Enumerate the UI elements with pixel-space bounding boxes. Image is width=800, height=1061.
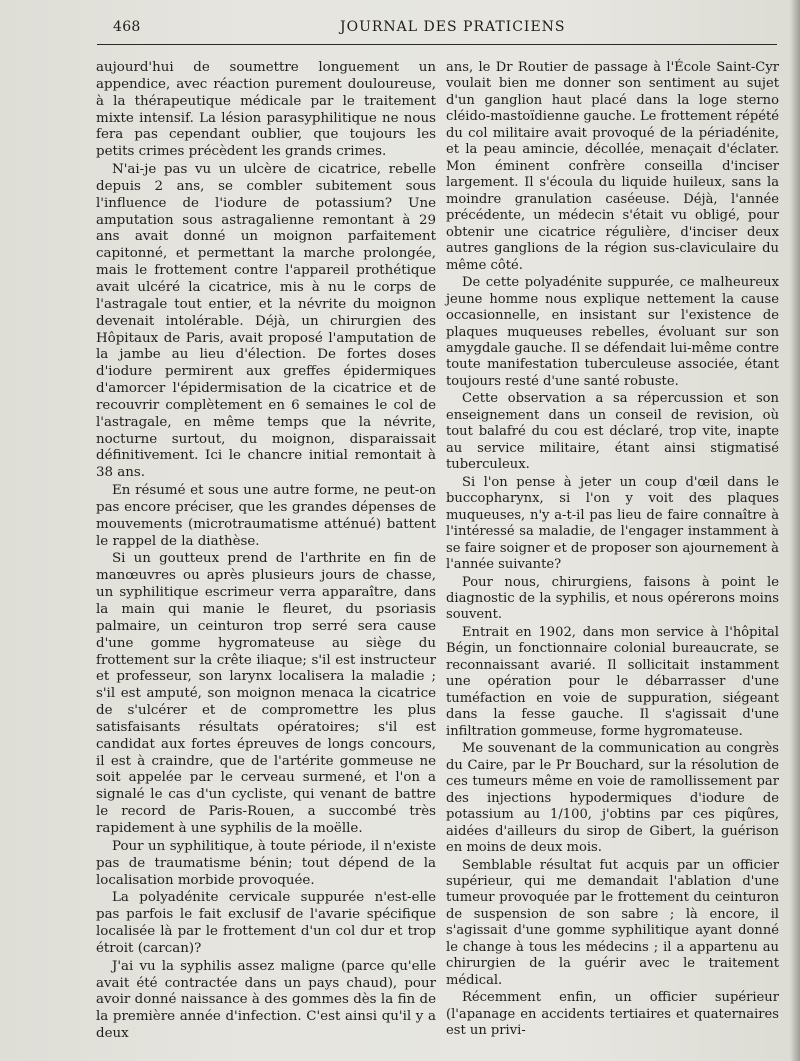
paragraph: aujourd'hui de soumettre longuement un appendice, avec réaction purement douloureuse, à la thérapeutique médicale par le traitement mixte intensif. La lésion parasyphilitique ne nous fera pas cependant oublier, que toujours les petits crimes précèdent les grands crimes. — [96, 60, 436, 160]
paragraph: ans, le Dr Routier de passage à l'École Saint-Cyr voulait bien me donner son sentiment au sujet d'un ganglion haut placé dans la loge sterno cléido-mastoïdienne gauche. Le frottement répété du col militaire avait provoqué de la périadénite, et la peau amincie, décollée, menaçait d'éclater. Mon éminent confrère conseilla d'inciser largement. Il s'écoula du liquide huileux, sans la moindre granulation caséeuse. Déjà, l'année précédente, un médecin s'était vu obligé, pour obtenir une cicatrice régulière, d'inciser deux autres ganglions de la région sus-claviculaire du même côté. — [446, 60, 780, 273]
right-column — [446, 60, 779, 1040]
paragraph: De cette polyadénite suppurée, ce malheureux jeune homme nous explique nettement la cause occasionnelle, en insistant sur l'existence de plaques muqueuses rebelles, évoluant sur son amygdale gauche. Il se défendait lui-même contre toute manifestation tuberculeuse associée, étant toujours resté d'une santé robuste. — [446, 275, 779, 389]
paragraph: Récemment enfin, un officier supérieur (l'apanage en accidents tertiaires et quaternaires est un privi- — [446, 990, 779, 1039]
paragraph: J'ai vu la syphilis assez maligne (parce qu'elle avait été contractée dans un pays chaud), pour avoir donné naissance à des gommes dès la fin de la première année d'infection. C'est ainsi qu'il y a deux — [96, 958, 436, 1042]
left-column — [96, 60, 436, 1043]
paragraph: Entrait en 1902, dans mon service à l'hôpital Bégin, un fonctionnaire colonial bureaucrate, se reconnaissant avarié. Il sollicitait instamment une opération pour le débarrasser d'une tuméfaction en voie de suppuration, siégeant dans la fesse gauche. Il s'agissait d'une infiltration gommeuse, forme hygromateuse. — [446, 624, 779, 739]
paragraph: Pour un syphilitique, à toute période, il n'existe pas de traumatisme bénin; tout dépend de la localisation morbide provoquée. — [96, 838, 436, 888]
paragraph: Si un goutteux prend de l'arthrite en fin de manœuvres ou après plusieurs jours de chasse, un syphilitique escrimeur verra apparaître, dans la main qui manie le fleuret, du psoriasis palmaire, un ceinturon trop serré sera cause d'une gomme hygromateuse au siège du frottement sur la crête iliaque; s'il est instructeur et professeur, son larynx localisera la maladie ; s'il est amputé, son moignon menaca la cicatrice de s'ulcérer et de compromettre les plus satisfaisants résultats opératoires; s'il est candidat aux fortes épreuves de longs concours, il est à craindre, que de l'artérite gommeuse ne soit appelée par le cerveau surmené, et l'on a signalé le cas d'un cycliste, qui venant de battre le record de Paris-Rouen, a succombé très rapidement à une syphilis de la moëlle. — [96, 551, 436, 836]
page-edge-shadow — [790, 0, 800, 1061]
paragraph: Me souvenant de la communication au congrès du Caire, par le Pr Bouchard, sur la résolution de ces tumeurs même en voie de ramollissement par des injections hypodermiques d'iodure de potassium au 1/100, j'obtins par ces piqûres, aidées d'ailleurs du sirop de Gibert, la guérison en moins de deux mois. — [446, 741, 779, 856]
paragraph: Semblable résultat fut acquis par un officier supérieur, qui me demandait l'ablation d'une tumeur provoquée par le frottement du ceinturon de suspension de son sabre ; là encore, il s'agissait d'une gomme syphilitique ayant donné le change à tous les médecins ; il a appartenu au chirurgien de la guérir avec le traitement médical. — [446, 857, 779, 988]
journal-title: JOURNAL DES PRATICIENS — [340, 19, 566, 35]
paragraph: Pour nous, chirurgiens, faisons à point le diagnostic de la syphilis, et nous opérerons moins souvent. — [446, 574, 779, 623]
paragraph: N'ai-je pas vu un ulcère de cicatrice, rebelle depuis 2 ans, se combler subitement sous l'influence de l'iodure de potassium? Une amputation sous astragalienne remontant à 29 ans avait donné un moignon parfaitement capitonné, et permettant la marche prolongée, mais le frottement contre l'appareil prothétique avait ulcéré la cicatrice, mis à nu le corps de l'astragale tout entier, et la névrite du moignon devenait intolérable. Déjà, un chirurgien des Hôpitaux de Paris, avait proposé l'amputation de la jambe au lieu d'élection. De fortes doses d'iodure permirent aux greffes épidermiques d'amorcer l'épidermisation de la cicatrice et de recouvrir complètement en 6 semaines le col de l'astragale, en même temps que la névrite, nocturne surtout, du moignon, disparaissait définitivement. Ici le chancre initial remontait à 38 ans. — [96, 162, 436, 481]
paragraph: Cette observation a sa répercussion et son enseignement dans un conseil de revision, où tout balafré du cou est déclaré, trop vite, inapte au service militaire, étant ainsi stigmatisé tuberculeux. — [446, 391, 779, 473]
running-header — [0, 0, 800, 48]
paragraph: En résumé et sous une autre forme, ne peut-on pas encore préciser, que les grandes dépenses de mouvements (microtraumatisme atténué) battent le rappel de la diathèse. — [96, 483, 436, 549]
page-number: 468 — [113, 19, 141, 35]
header-rule — [97, 44, 777, 45]
paragraph: La polyadénite cervicale suppurée n'est-elle pas parfois le fait exclusif de l'avarie spécifique localisée là par le frottement d'un col dur et trop étroit (carcan)? — [96, 890, 436, 956]
paragraph: Si l'on pense à jeter un coup d'œil dans le buccopharynx, si l'on y voit des plaques muqueuses, n'y a-t-il pas lieu de faire connaître à l'intéressé sa maladie, de l'engager instamment à se faire soigner et de proposer son ajournement à l'année suivante? — [446, 474, 779, 573]
